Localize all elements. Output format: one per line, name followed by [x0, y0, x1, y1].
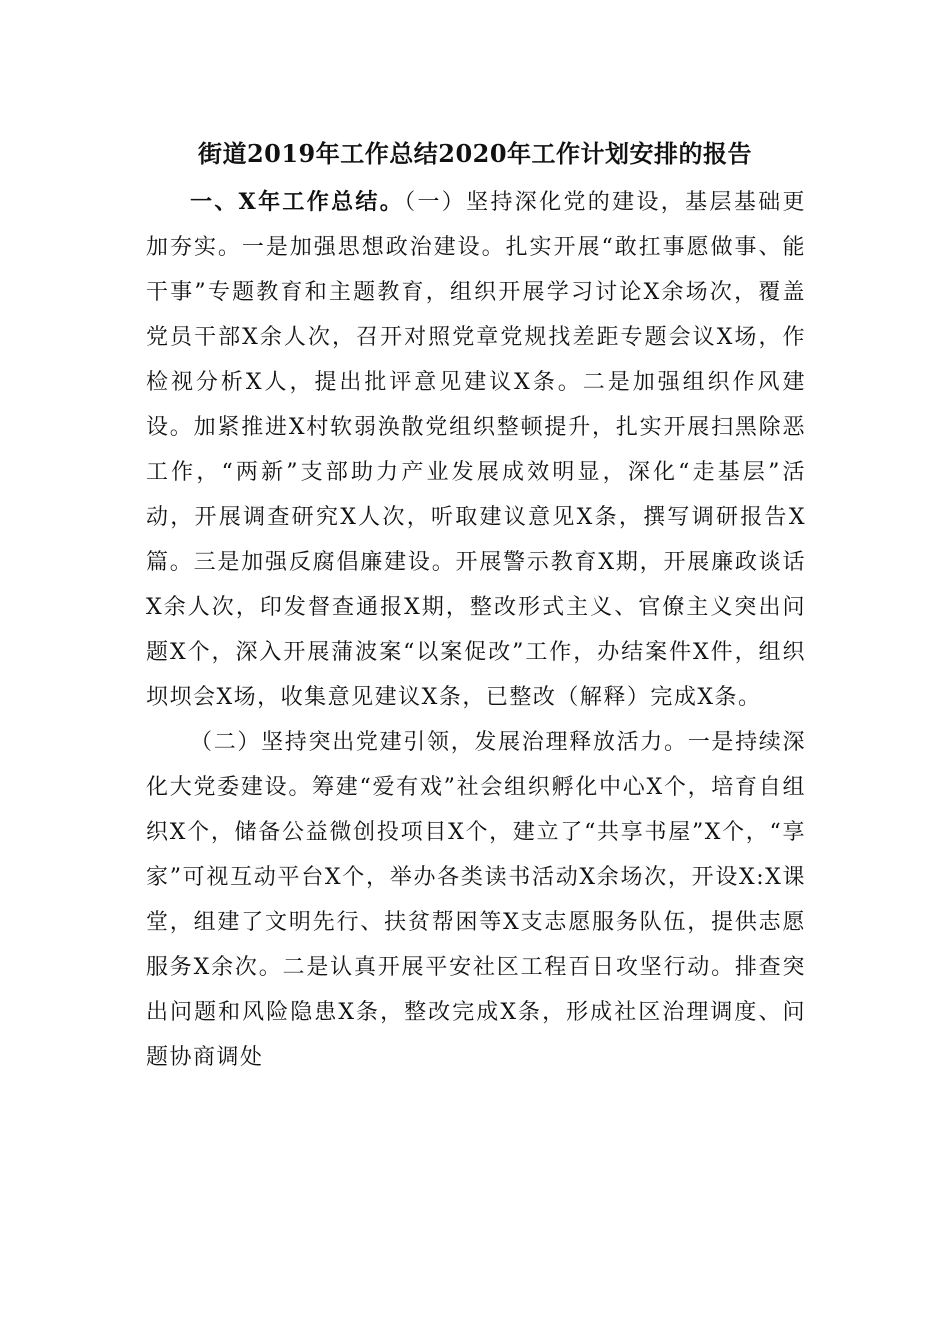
paragraph-section-2: [146, 720, 806, 1080]
paragraph-text: （一）坚持深化党的建设，基层基础更加夯实。一是加强思想政治建设。扎实开展“敢扛事愿做事、能干事”专题教育和主题教育，组织开展学习讨论X余场次，覆盖党员干部X余人次，召开对照党章党规找差距专题会议X场，作检视分析X人，提出批评意见建议X条。二是加强组织作风建设。加紧推进X村软弱涣散党组织整顿提升，扎实开展扫黑除恶工作，“两新”支部助力产业发展成效明显，深化“走基层”活动，开展调查研究X人次，听取建议意见X条，撰写调研报告X篇。三是加强反腐倡廉建设。开展警示教育X期，开展廉政谈话X余人次，印发督查通报X期，整改形式主义、官僚主义突出问题X个，深入开展蒲波案“以案促改”工作，办结案件X件，组织坝坝会X场，收集意见建议X条，已整改（解释）完成X条。: [146, 190, 806, 710]
paragraph-text: （二）坚持突出党建引领，发展治理释放活力。一是持续深化大党委建设。筹建“爱有戏”社会组织孵化中心X个，培育自组织X个，储备公益微创投项目X个，建立了“共享书屋”X个，“享家”可视互动平台X个，举办各类读书活动X余场次，开设X:X课堂，组建了文明先行、扶贫帮困等X支志愿服务队伍，提供志愿服务X余次。二是认真开展平安社区工程百日攻坚行动。排查突出问题和风险隐患X条，整改完成X条，形成社区治理调度、问题协商调处: [146, 730, 806, 1070]
document-title: 街道2019年工作总结2020年工作计划安排的报告: [197, 139, 753, 168]
paragraph-section-1: [146, 180, 806, 720]
section-heading: 一、X年工作总结。: [190, 189, 405, 215]
document-body: [146, 180, 806, 1080]
